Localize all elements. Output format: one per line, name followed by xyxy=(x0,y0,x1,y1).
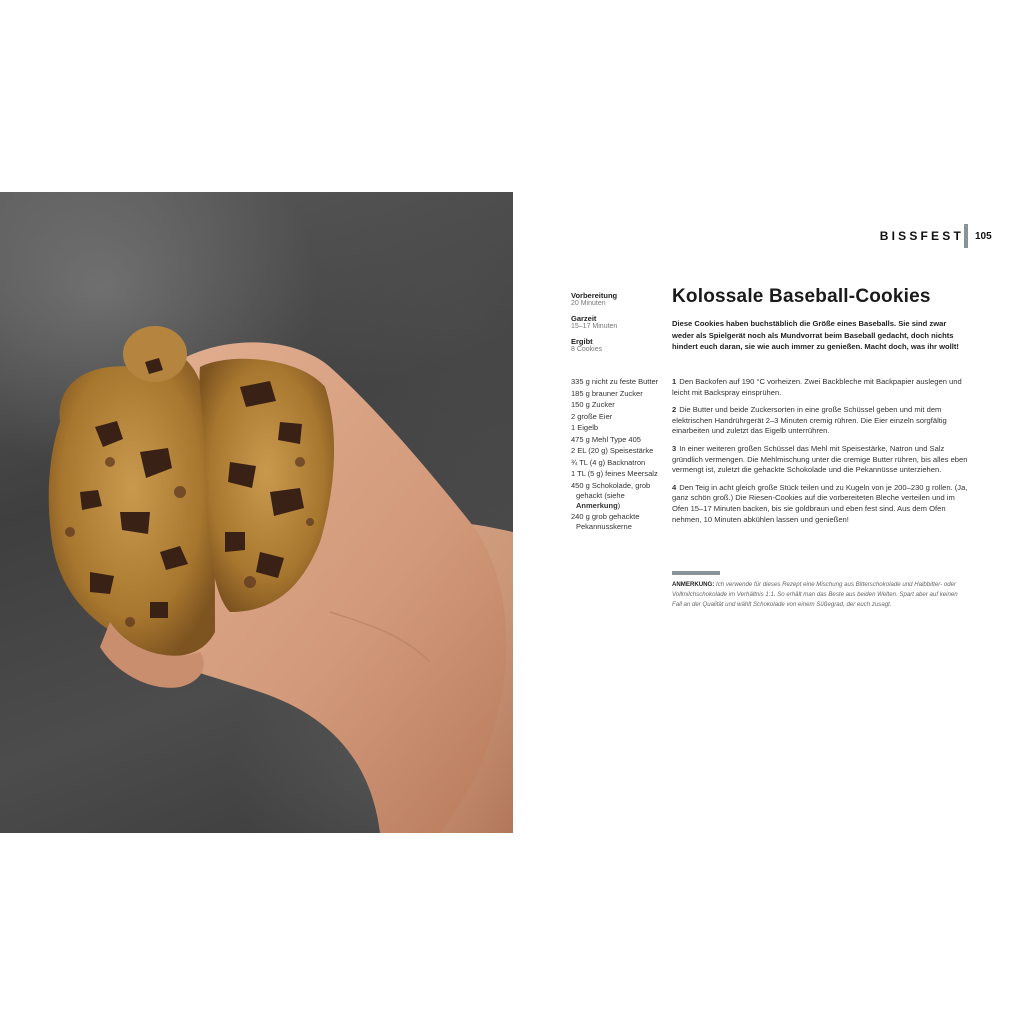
step-text: In einer weiteren großen Schüssel das Mehl mit Speisestärke, Natron und Salz gründlich vermengen. Die Mehlmischung unter die cremige Butter rühren, bis alles eben vermengt ist, zuletzt die gehackte Schokolade und die Pekannüsse unterziehen. xyxy=(672,443,968,475)
ingredient-text: 450 g Schokolade, grob gehackt (siehe xyxy=(571,480,651,500)
step-number: 4 xyxy=(672,482,677,492)
recipe-step xyxy=(672,483,968,525)
ingredient-item: 1 TL (5 g) feines Meersalz xyxy=(571,469,658,478)
step-number: 3 xyxy=(672,443,677,453)
meta-value: 20 Minuten xyxy=(571,300,606,307)
step-text: Den Teig in acht gleich große Stück teilen und zu Kugeln von je 200–230 g rollen. (Ja, ganz schön groß.) Die Riesen-Cookies auf die vorbereiteten Bleche verteilen und im Ofen 15–17 Minuten backen, bis sie goldbraun und eben fest sind. Aus dem Ofen nehmen, 10 Minuten abkühlen lassen und genießen! xyxy=(672,482,968,524)
meta-yield xyxy=(571,337,666,354)
step-text: Die Butter und beide Zuckersorten in eine große Schüssel geben und mit dem elektrischen Handrührgerät 2–3 Minuten cremig rühren. Die Eier einzeln sorgfältig einarbeiten und zuletzt das Eigelb unterrühren. xyxy=(672,405,947,436)
recipe-step xyxy=(672,444,968,476)
ingredient-list xyxy=(571,377,671,534)
step-number: 1 xyxy=(672,377,677,386)
meta-label: Vorbereitung xyxy=(571,291,618,300)
recipe-step xyxy=(672,377,968,398)
ingredient-item: 240 g grob gehackte Pekannusskerne xyxy=(571,512,640,531)
ingredient-text-end: ) xyxy=(617,500,621,510)
recipe-intro: Diese Cookies haben buchstäblich die Größe eines Baseballs. Sie sind zwar weder als Spielgerät noch als Mundvorrat beim Baseball gedacht, doch nichts hindert euch daran, sie wie auch immer zu genießen. Macht doch, was ihr wollt! xyxy=(672,319,959,351)
ingredient-item-chocolate xyxy=(571,481,671,511)
note-text: Ich verwende für dieses Rezept eine Mischung aus Bitterschokolade und Halbbitter- oder Vollmilchschokolade im Verhältnis 1:1. So erhält man das Beste aus beiden Welten. Spart aber auf keinen Fall an der Qualität und wählt Schokolade von einem Süßegrad, der euch zusagt. xyxy=(672,581,958,608)
step-text: Den Backofen auf 190 °C vorheizen. Zwei Backbleche mit Backpapier auslegen und leicht mit Backspray einsprühen. xyxy=(672,377,962,397)
recipe-step xyxy=(672,405,968,437)
meta-value: 8 Cookies xyxy=(571,346,603,353)
ingredient-item: 335 g nicht zu feste Butter xyxy=(571,377,659,386)
ingredient-note-ref: Anmerkung xyxy=(576,500,618,510)
hand-holding-cookie-illustration xyxy=(0,192,513,833)
section-label: BISSFEST xyxy=(879,229,964,243)
page-number: 105 xyxy=(975,231,992,242)
ingredient-item: ¾ TL (4 g) Backnatron xyxy=(571,457,646,467)
ingredient-item: 2 EL (20 g) Speisestärke xyxy=(571,446,654,455)
ingredient-item: 1 Eigelb xyxy=(571,423,599,432)
recipe-note xyxy=(672,580,968,609)
meta-label: Ergibt xyxy=(571,337,593,346)
meta-cook xyxy=(571,314,666,331)
meta-value: 15–17 Minuten xyxy=(571,323,618,330)
recipe-title: Kolossale Baseball-Cookies xyxy=(672,286,931,307)
recipe-meta xyxy=(571,291,666,360)
note-label: ANMERKUNG: xyxy=(672,581,715,588)
meta-prep xyxy=(571,291,666,308)
meta-label: Garzeit xyxy=(571,314,597,323)
ingredient-item: 185 g brauner Zucker xyxy=(571,388,643,398)
ingredient-item: 2 große Eier xyxy=(571,411,613,421)
recipe-steps xyxy=(672,377,968,532)
ingredient-item: 150 g Zucker xyxy=(571,400,615,409)
section-divider-bar xyxy=(964,224,968,248)
ingredient-item: 475 g Mehl Type 405 xyxy=(571,434,641,444)
step-number: 2 xyxy=(672,405,677,415)
note-divider-bar xyxy=(672,571,720,575)
cookie-photo xyxy=(0,192,513,833)
